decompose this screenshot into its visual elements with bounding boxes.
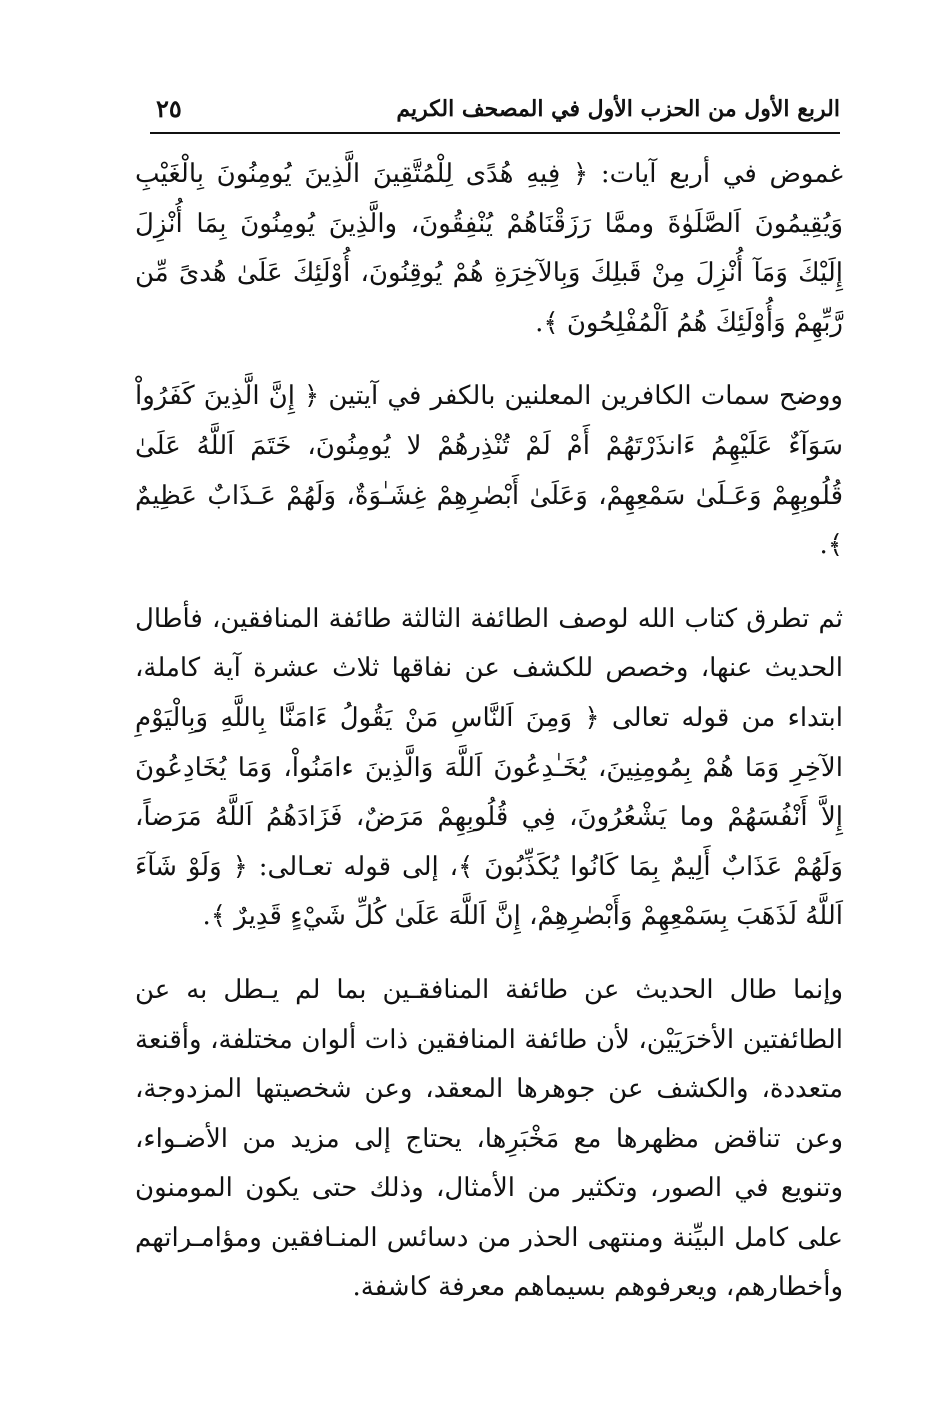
paragraph-4: وإنما طال الحديث عن طائفة المنافقـين بما لم يـطل به عن الطائفتين الأخرَيَيْن، لأن طائفة المنافقين ذات ألوان مختلفة، وأقنعة متعددة، والكشف عن جوهرها المعقد، وعن شخصيتها المزدوجة، وعن تناقض مظهرها مع مَخْبَرِها، يحتاج إلى مزيد من الأضـواء، وتنويع في الصور، وتكثير من الأمثال، وذلك حتى يكون المومنون على كامل البيِّنة ومنتهى الحذر من دسائس المنـافقين ومؤامـراتهم وأخطارهم، ويعرفوهم بسيماهم معرفة كاشفة. <box>135 974 843 1303</box>
paragraph-3: ثم تطرق كتاب الله لوصف الطائفة الثالثة طائفة المنافقين، فأطال الحديث عنها، وخصص للكشف عن نفاقها ثلاث عشرة آية كاملة، ابتداء من قوله تعالى ﴿ وَمِنَ اَلنَّاسِ مَنْ يَقُولُ ءَامَنَّا بِاللَّهِ وَبِالْيَوْمِ الآخِرِ وَمَا هُمْ بِمُومِنِينَ، يُخَـٰدِعُونَ اَللَّهَ وَالَّذِينَ ءامَنُواْ، وَمَا يُخَادِعُونَ إِلاَّ أَنْفُسَهُمْ وما يَشْعُرُونَ، فِي قُلُوبِهِمْ مَرَضٌ، فَزَادَهُمُ اَللَّهُ مَرَضاً، وَلَهُمْ عَذَابٌ أَلِيمٌ بِمَا كَانُوا يُكَذِّبُونَ ﴾، إلى قوله تعـالى: ﴿ وَلَوْ شَآءَ اَللَّهُ لَذَهَبَ بِسَمْعِهِمْ وَأَبْصٰرِهِمْ، إِنَّ اَللَّهَ عَلَىٰ كُلِّ شَيْءٍ قَدِيرٌ ﴾. <box>135 603 843 932</box>
running-title: الربع الأول من الحزب الأول في المصحف الكريم <box>396 96 840 122</box>
page-body <box>135 150 843 1313</box>
header-rule <box>150 132 840 134</box>
page-header <box>150 92 840 132</box>
paragraph-2: ووضح سمات الكافرين المعلنين بالكفر في آيتين ﴿ إِنَّ الَّذِينَ كَفَرُواْ سَوَآءٌ عَلَيْهِمُ ءَانذَرْتَهُمْ أَمْ لَمْ تُنْذِرهُمْ لا يُومِنُونَ، خَتَمَ اَللَّهُ عَلَىٰ قُلُوبِهِمْ وَعَـلَىٰ سَمْعِهِمْ، وَعَلَىٰ أَبْصٰرِهِمْ غِشَـٰوَةٌ، وَلَهُمْ عَـذَابٌ عَظِيمٌ ﴾. <box>135 381 843 561</box>
page-number: ٢٥ <box>156 94 182 123</box>
paragraph-1: غموض في أربع آيات: ﴿ فِيهِ هُدًى لِلْمُتَّقِينَ الَّذِينَ يُومِنُونَ بِالْغَيْبِ وَيُقِيمُونَ اَلصَّلَوٰةَ وممَّا رَزَقْنَاهُمْ يُنْفِقُونَ، والَّذِينَ يُومِنُونَ بِمَا أُنْزِلَ إِلَيْكَ وَمَآ أُنْزِلَ مِنْ قَبلِكَ وَبِالآخِرَةِ هُمْ يُوقِنُونَ، أُوْلَئِكَ عَلَىٰ هُدىً مِّن رَّبِّهِمْ وَأُوْلَئِكَ هُمُ اَلْمُفْلِحُونَ ﴾. <box>135 159 843 338</box>
